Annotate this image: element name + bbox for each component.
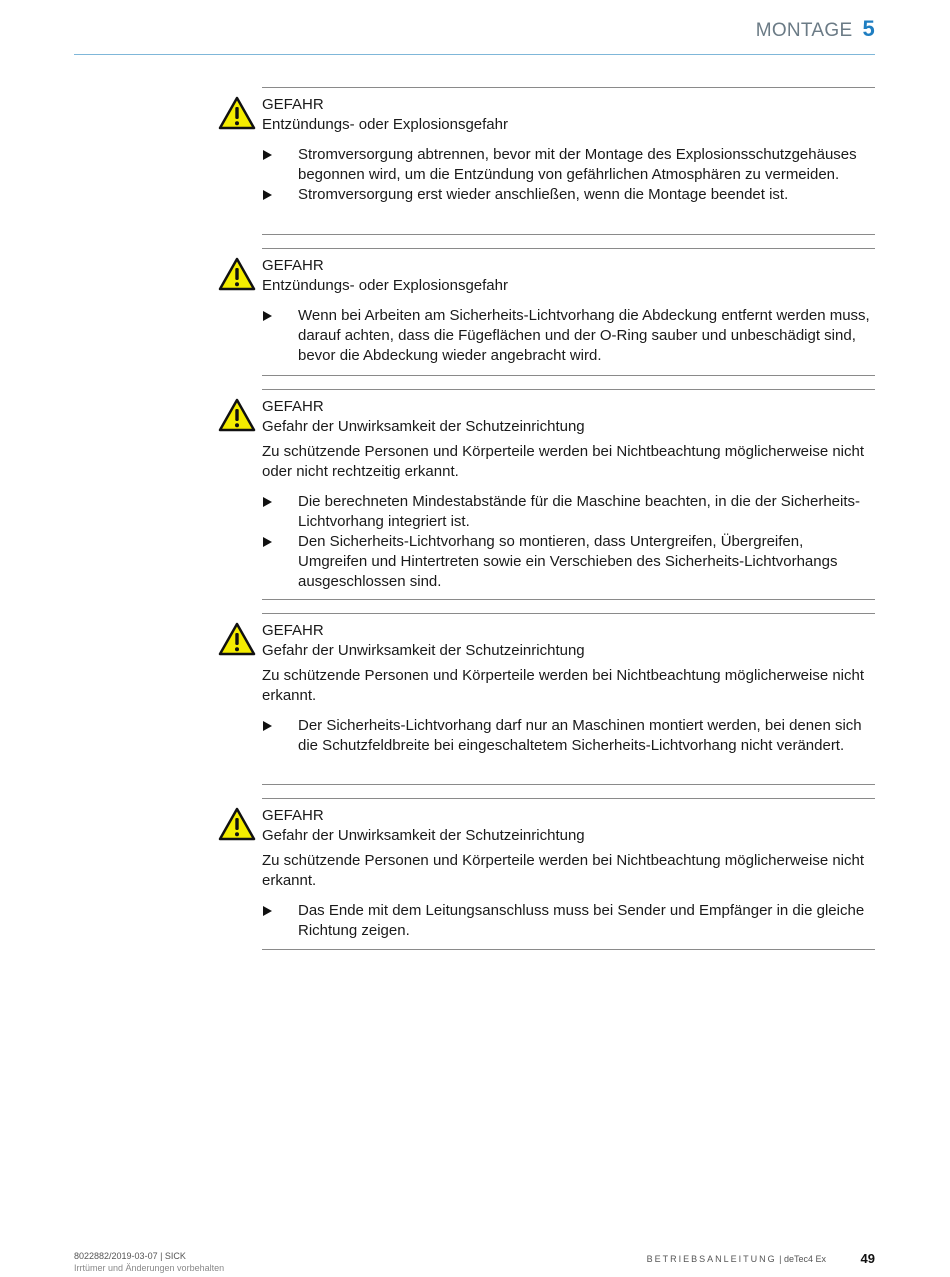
list-item [262, 901, 875, 941]
bullet-arrow-icon [263, 537, 272, 547]
list-item [262, 145, 875, 185]
warning-list [262, 901, 875, 941]
warning-subtitle: Gefahr der Unwirksamkeit der Schutzeinrichtung [262, 827, 585, 844]
list-item-text: Den Sicherheits-Lichtvorhang so montieren, dass Untergreifen, Übergreifen, Umgreifen und Hintertreten sowie ein Verschieben des Sicherheits-Lichtvorhangs ausgeschlossen sind. [298, 533, 838, 590]
footer-disclaimer: Irrtümer und Änderungen vorbehalten [74, 1263, 225, 1273]
warning-title: GEFAHR [262, 807, 324, 824]
warning-top-rule [262, 613, 875, 614]
warning-box [262, 87, 875, 235]
warning-list [262, 306, 875, 366]
warning-bottom-rule [262, 784, 875, 785]
warning-bottom-rule [262, 949, 875, 950]
warning-triangle-icon [218, 398, 256, 432]
list-item-text: Die berechneten Mindestabstände für die Maschine beachten, in die der Sicherheits-Lichtvorhang integriert ist. [298, 493, 861, 530]
warning-bottom-rule [262, 234, 875, 235]
list-item [262, 716, 875, 756]
warning-list [262, 145, 875, 205]
warning-description: Zu schützende Personen und Körperteile werden bei Nichtbeachtung möglicherweise nicht erkannt. [262, 667, 865, 704]
warning-subtitle: Entzündungs- oder Explosionsgefahr [262, 277, 508, 294]
warning-top-rule [262, 248, 875, 249]
chapter-heading [756, 16, 875, 42]
warning-list [262, 716, 875, 756]
footer-left [74, 1250, 224, 1274]
warning-box [262, 798, 875, 950]
list-item-text: Das Ende mit dem Leitungsanschluss muss bei Sender und Empfänger in die gleiche Richtung zeigen. [298, 902, 865, 939]
list-item-text: Der Sicherheits-Lichtvorhang darf nur an Maschinen montiert werden, bei denen sich die Schutzfeldbreite bei eingeschaltetem Sicherheits-Lichtvorhang nicht verändert. [298, 717, 862, 754]
warning-box [262, 613, 875, 785]
list-item [262, 306, 875, 366]
list-item [262, 492, 875, 532]
warning-list [262, 492, 875, 592]
bullet-arrow-icon [263, 311, 272, 321]
warning-bottom-rule [262, 599, 875, 600]
warning-title: GEFAHR [262, 398, 324, 415]
warning-description: Zu schützende Personen und Körperteile werden bei Nichtbeachtung möglicherweise nicht oder nicht rechtzeitig erkannt. [262, 443, 865, 480]
footer-right [647, 1250, 875, 1265]
list-item [262, 185, 875, 205]
warning-subtitle: Gefahr der Unwirksamkeit der Schutzeinrichtung [262, 418, 585, 435]
footer-doc-id: 8022882/2019-03-07 | SICK [74, 1251, 186, 1261]
footer-doc-type: BETRIEBSANLEITUNG [646, 1254, 777, 1264]
warning-triangle-icon [218, 96, 256, 130]
bullet-arrow-icon [263, 497, 272, 507]
warning-subtitle: Gefahr der Unwirksamkeit der Schutzeinrichtung [262, 642, 585, 659]
warning-box [262, 389, 875, 600]
footer-product: | deTec4 Ex [779, 1254, 827, 1264]
warning-title: GEFAHR [262, 257, 324, 274]
warning-box [262, 248, 875, 376]
warning-description: Zu schützende Personen und Körperteile werden bei Nichtbeachtung möglicherweise nicht erkannt. [262, 852, 865, 889]
warning-title: GEFAHR [262, 622, 324, 639]
chapter-number: 5 [862, 16, 875, 41]
bullet-arrow-icon [263, 190, 272, 200]
chapter-title: MONTAGE [755, 20, 853, 41]
bullet-arrow-icon [263, 150, 272, 160]
bullet-arrow-icon [263, 906, 272, 916]
warning-triangle-icon [218, 807, 256, 841]
warning-triangle-icon [218, 622, 256, 656]
warning-subtitle: Entzündungs- oder Explosionsgefahr [262, 116, 508, 133]
list-item-text: Wenn bei Arbeiten am Sicherheits-Lichtvorhang die Abdeckung entfernt werden muss, darauf achten, dass die Fügeflächen und der O-Ring sauber und unbeschädigt sind, bevor die Abdeckung wieder angebracht wird. [298, 307, 870, 364]
warning-top-rule [262, 798, 875, 799]
bullet-arrow-icon [263, 721, 272, 731]
page-number: 49 [860, 1251, 875, 1266]
list-item-text: Stromversorgung abtrennen, bevor mit der Montage des Explosionsschutzgehäuses begonnen wird, um die Entzündung von gefährlichen Atmosphären zu vermeiden. [298, 146, 857, 183]
warning-bottom-rule [262, 375, 875, 376]
list-item-text: Stromversorgung erst wieder anschließen, wenn die Montage beendet ist. [298, 186, 789, 203]
list-item [262, 532, 875, 592]
warning-top-rule [262, 87, 875, 88]
warning-triangle-icon [218, 257, 256, 291]
warning-title: GEFAHR [262, 96, 324, 113]
page-header [74, 0, 875, 55]
warning-top-rule [262, 389, 875, 390]
